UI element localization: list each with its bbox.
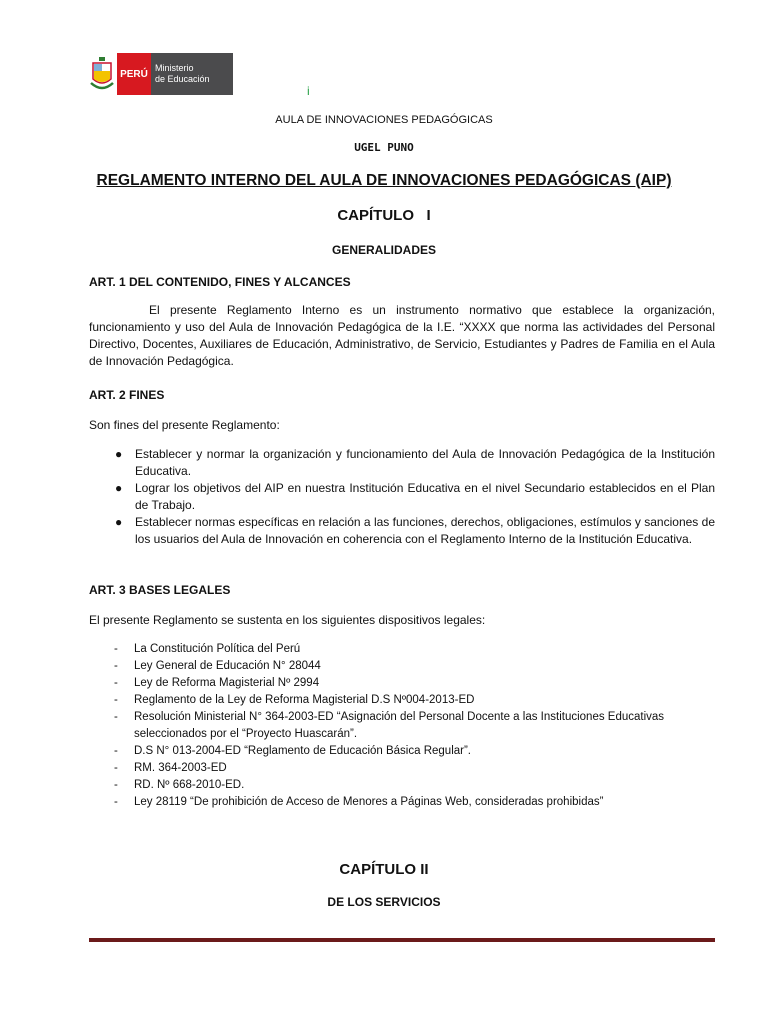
art-1-heading: ART. 1 DEL CONTENIDO, FINES Y ALCANCES	[89, 275, 351, 289]
ugel-label: UGEL PUNO	[354, 141, 414, 154]
list-item-text: Ley General de Educación N° 28044	[134, 660, 321, 672]
dash-marker: -	[114, 660, 118, 672]
list-item	[89, 709, 715, 743]
list-item-text: D.S N° 013-2004-ED “Reglamento de Educación Básica Regular”.	[134, 745, 471, 757]
list-item	[89, 480, 715, 514]
dash-marker: -	[114, 694, 118, 706]
dash-marker: -	[114, 745, 118, 757]
document-title: REGLAMENTO INTERNO DEL AULA DE INNOVACIONES PEDAGÓGICAS (AIP)	[96, 172, 672, 189]
bullet-icon: ●	[115, 515, 123, 529]
art-2-list	[89, 446, 715, 548]
list-item	[89, 692, 715, 709]
art-3-intro: El presente Reglamento se sustenta en los siguientes dispositivos legales:	[89, 613, 486, 627]
logo-ministry-label	[151, 53, 233, 95]
dash-marker: -	[114, 677, 118, 689]
art-2-heading: ART. 2 FINES	[89, 388, 165, 402]
list-item-text: Resolución Ministerial N° 364-2003-ED “Asignación del Personal Docente a las Instituciones Educativas seleccionados por el “Proyecto Huascarán”.	[134, 711, 665, 740]
chapter-1-subtitle: GENERALIDADES	[331, 243, 436, 257]
peru-coat-of-arms-icon	[87, 53, 117, 95]
art-2-intro: Son fines del presente Reglamento:	[89, 418, 280, 432]
stray-mark: i	[307, 84, 310, 98]
dash-marker: -	[114, 779, 118, 791]
bullet-icon: ●	[115, 481, 123, 495]
list-item-text: Lograr los objetivos del AIP en nuestra Institución Educativa en el nivel Secundario establecidos en el Plan de Trabajo.	[135, 481, 715, 512]
logo-ministry-line1: Ministerio	[155, 63, 194, 73]
dash-marker: -	[114, 643, 118, 655]
bullet-icon: ●	[115, 447, 123, 461]
list-item	[89, 446, 715, 480]
list-item	[89, 794, 715, 811]
ministry-logo	[87, 53, 233, 95]
chapter-1-title-text: CAPÍTULO I	[337, 207, 431, 224]
page-rule-divider	[89, 938, 715, 942]
chapter-2-subtitle: DE LOS SERVICIOS	[327, 895, 441, 909]
list-item	[89, 658, 715, 675]
document-subtitle: AULA DE INNOVACIONES PEDAGÓGICAS	[275, 114, 493, 126]
list-item	[89, 514, 715, 548]
dash-marker: -	[114, 796, 118, 808]
list-item-text: Ley de Reforma Magisterial Nº 2994	[134, 677, 320, 689]
logo-ministry-line2: de Educación	[155, 74, 210, 84]
list-item-text: Ley 28119 “De prohibición de Acceso de Menores a Páginas Web, consideradas prohibidas”	[134, 796, 604, 808]
list-item	[89, 743, 715, 760]
chapter-1-title	[0, 207, 768, 224]
art-3-list	[89, 641, 715, 811]
art-3-heading: ART. 3 BASES LEGALES	[89, 583, 231, 597]
dash-marker: -	[114, 762, 118, 774]
list-item-text: Reglamento de la Ley de Reforma Magisterial D.S Nº004-2013-ED	[134, 694, 475, 706]
list-item-text: Establecer normas específicas en relación a las funciones, derechos, obligaciones, estímulos y sanciones de los usuarios del Aula de Innovación en coherencia con el Reglamento Interno de la Institución Educativa.	[135, 515, 715, 546]
dash-marker: -	[114, 711, 118, 723]
list-item	[89, 760, 715, 777]
list-item-text: RD. Nº 668-2010-ED.	[134, 779, 245, 791]
list-item	[89, 641, 715, 658]
art-1-paragraph: El presente Reglamento Interno es un instrumento normativo que establece la organización, funcionamiento y uso del Aula de Innovación Pedagógica de la I.E. “XXXX que norma las actividades del Personal Directivo, Docentes, Auxiliares de Educación, Administrativo, de Servicio, Estudiantes y Padres de Familia en el Aula de Innovación Pedagógica.	[89, 303, 715, 368]
list-item	[89, 777, 715, 794]
chapter-2-title: CAPÍTULO II	[339, 861, 429, 878]
list-item-text: RM. 364-2003-ED	[134, 762, 227, 774]
list-item	[89, 675, 715, 692]
logo-country-label: PERÚ	[117, 53, 151, 95]
list-item-text: La Constitución Política del Perú	[134, 643, 301, 655]
list-item-text: Establecer y normar la organización y funcionamiento del Aula de Innovación Pedagógica de la Institución Educativa.	[135, 447, 715, 478]
